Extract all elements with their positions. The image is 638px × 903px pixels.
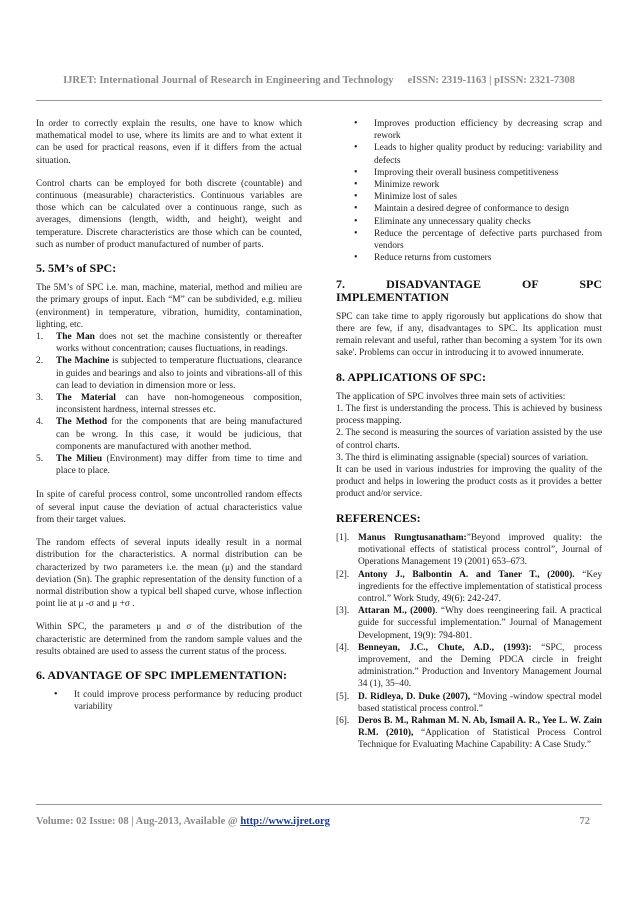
ref-author: Manus Rungtusanatham:	[358, 532, 467, 543]
ref-number: [2].	[336, 569, 350, 580]
list-item: • It could improve process performance by reducing product variability	[54, 689, 302, 713]
item-number: 2.	[36, 356, 44, 367]
section-heading-5: 5. 5M’s of SPC:	[36, 261, 117, 276]
advantage-list-continued	[336, 118, 602, 264]
list-item	[36, 355, 302, 392]
references-heading: REFERENCES:	[336, 510, 421, 525]
list-item	[36, 453, 302, 477]
paragraph: The random effects of several inputs ideally result in a normal distribution for the characteristics. A normal distribution can be characterized by two parameters i.e. the mean (μ) and the standard deviation (Sn). The graphic representation of the density function of a normal distribution show a typical bell shaped curve, whose inflection point lie at μ -σ and μ +σ .	[36, 538, 302, 610]
section-heading-7: 7. DISADVANTAGE OF SPC IMPLEMENTATION	[336, 277, 602, 304]
right-column	[336, 118, 602, 752]
ref-number: [1].	[336, 532, 350, 543]
text-line: 3. The third is eliminating assignable (special) sources of variation.	[336, 452, 589, 463]
ref-text: “SPC, process improvement, and the Deming PDCA circle in freight administration.” Production and Inventory Management Journal 34 (1), 35–40.	[358, 642, 602, 690]
advantage-list	[36, 689, 302, 713]
journal-title: IJRET: International Journal of Research in Engineering and Technology	[63, 75, 394, 86]
reference-item	[336, 715, 602, 752]
ref-text: “Key ingredients for the effective implementation of statistical process control.” Work Study, 49(6): 242-247.	[358, 569, 603, 604]
item-term: The Machine	[56, 356, 110, 367]
item-text: can have non-homogeneous composition, inconsistent hardness, internal stresses etc.	[56, 393, 302, 416]
item-number: 3.	[36, 393, 44, 404]
paragraph: In spite of careful process control, some uncontrolled random effects of several input cause the deviation of actual characteristics value from their target values.	[36, 490, 302, 525]
list-item: • Eliminate any unnecessary quality checks	[354, 216, 602, 228]
section-heading-6: 6. ADVANTAGE OF SPC IMPLEMENTATION:	[36, 667, 288, 682]
list-item	[36, 416, 302, 453]
volume-info: Volume: 02 Issue: 08 | Aug-2013, Available @	[36, 816, 238, 827]
ref-author: Benneyan, J.C., Chute, A.D., (1993):	[358, 642, 532, 653]
ref-text: “Moving -window spectral model based statistical process control.”	[358, 691, 603, 714]
paragraph: It can be used in various industries for improving the quality of the product and helps in lowering the product costs as it provides a better product and/or service.	[336, 465, 602, 500]
reference-item	[336, 532, 602, 569]
item-text: for the components that are being manufactured can be wrong. In this case, it would be judicious, that components are manufactured with another method.	[56, 417, 303, 452]
ref-number: [3].	[336, 606, 350, 617]
header-divider	[36, 100, 602, 101]
issn: eISSN: 2319-1163 | pISSN: 2321-7308	[407, 75, 575, 86]
item-term: The Milieu	[56, 454, 103, 465]
reference-item	[336, 691, 602, 715]
ref-author: D. Ridleya, D. Duke (2007),	[358, 691, 471, 702]
list-item	[36, 331, 302, 355]
ref-text: “Application of Statistical Process Control Technique for Evaluating Machine Capability: A Case Study.”	[358, 728, 602, 751]
paragraph: In order to correctly explain the results, one have to know which mathematical model to use, where its limits are and to what extent it can be used for practical reasons, even if it differs from the actual situation.	[36, 119, 302, 166]
left-column	[36, 118, 302, 728]
footer-divider	[36, 804, 602, 805]
item-text: is subjected to temperature fluctuations, clearance in guides and bearings and also to joints and vibrations-all of this can lead to deviation in dimension more or less.	[56, 356, 302, 391]
paragraph: Within SPC, the parameters μ and σ of the distribution of the characteristic are determined from the random sample values and the results obtained are used to assess the current status of the process.	[36, 622, 302, 657]
running-footer	[36, 816, 602, 827]
item-term: The Man	[56, 332, 95, 343]
ref-author: Attaran M., (2000)	[358, 606, 436, 617]
five-m-list	[36, 331, 302, 477]
list-item: • Reduce the percentage of defective parts purchased from vendors	[354, 228, 602, 252]
ref-text: . “Why does reengineering fail. A practical guide for successful implementation.” Journal of Management Development, 19(9): 794-801.	[358, 606, 602, 641]
list-item: • Improving their overall business competitiveness	[354, 167, 602, 179]
reference-item	[336, 605, 602, 642]
reference-item	[336, 569, 602, 606]
list-item: • Reduce returns from customers	[354, 252, 602, 264]
list-item: • Minimize rework	[354, 179, 602, 191]
ref-author: Deros B. M., Rahman M. N. Ab, Ismail A. R., Yee L. W. Zain R.M. (2010),	[358, 715, 602, 739]
list-item: • Leads to higher quality product by reducing: variability and defects	[354, 142, 602, 166]
text-line: 1. The first is understanding the process. This is achieved by business process mapping.	[336, 404, 602, 427]
item-term: The Material	[56, 393, 116, 404]
item-number: 4.	[36, 417, 44, 428]
page-number: 72	[579, 816, 590, 827]
ref-text: ”Beyond improved quality: the motivational effects of statistical process control”, Journal of Operations Management 19 (2001) 653–673.	[358, 532, 602, 568]
item-number: 1.	[36, 332, 44, 343]
item-text: (Environment) may differ from time to time and place to place.	[56, 454, 302, 477]
paragraph: SPC can take time to apply rigorously but applications do show that there are few, if any, disadvantages to SPC. Its application must remain relevant and useful, rather than becoming a system 'for its own sake'. Problems can occur in introducing it to avowed innumerate.	[336, 311, 602, 359]
item-term: The Method	[56, 417, 108, 428]
section-heading-8: 8. APPLICATIONS OF SPC:	[336, 369, 487, 384]
ref-number: [4].	[336, 642, 350, 653]
ref-number: [5].	[336, 691, 350, 702]
text-line: 2. The second is measuring the sources of variation assisted by the use of control charts.	[336, 428, 602, 451]
reference-item	[336, 642, 602, 691]
item-number: 5.	[36, 454, 44, 465]
running-header	[36, 75, 602, 86]
item-text: does not set the machine consistently or thereafter works without concentration; causes fluctuations, in readings.	[56, 332, 302, 355]
paragraph: Control charts can be employed for both discrete (countable) and continuous (measurable) characteristics. Continuous variables are those which can be calculated over a continuous range, such as averages, dimensions (length, width, and height), weight and temperature. Discrete characteristics are those which can be counted, such as number of product manufactured of number of parts.	[36, 178, 302, 250]
list-item: • Improves production efficiency by decreasing scrap and rework	[354, 118, 602, 142]
list-item: • Maintain a desired degree of conformance to design	[354, 203, 602, 215]
list-item: • Minimize lost of sales	[354, 191, 602, 203]
ref-author: Antony J., Balbontin A. and Taner T., (2000).	[358, 569, 575, 580]
text-line: The application of SPC involves three main sets of activities:	[336, 391, 566, 402]
paragraph: The 5M’s of SPC i.e. man, machine, material, method and milieu are the primary groups of input. Each “M” can be subdivided, e.g. milieu (environment) in temperature, vibration, humidity, contamination, lighting, etc.	[36, 283, 302, 330]
reference-list	[336, 532, 602, 752]
list-item	[36, 392, 302, 416]
journal-link[interactable]: http://www.ijret.org	[240, 816, 330, 827]
ref-number: [6].	[336, 715, 350, 726]
